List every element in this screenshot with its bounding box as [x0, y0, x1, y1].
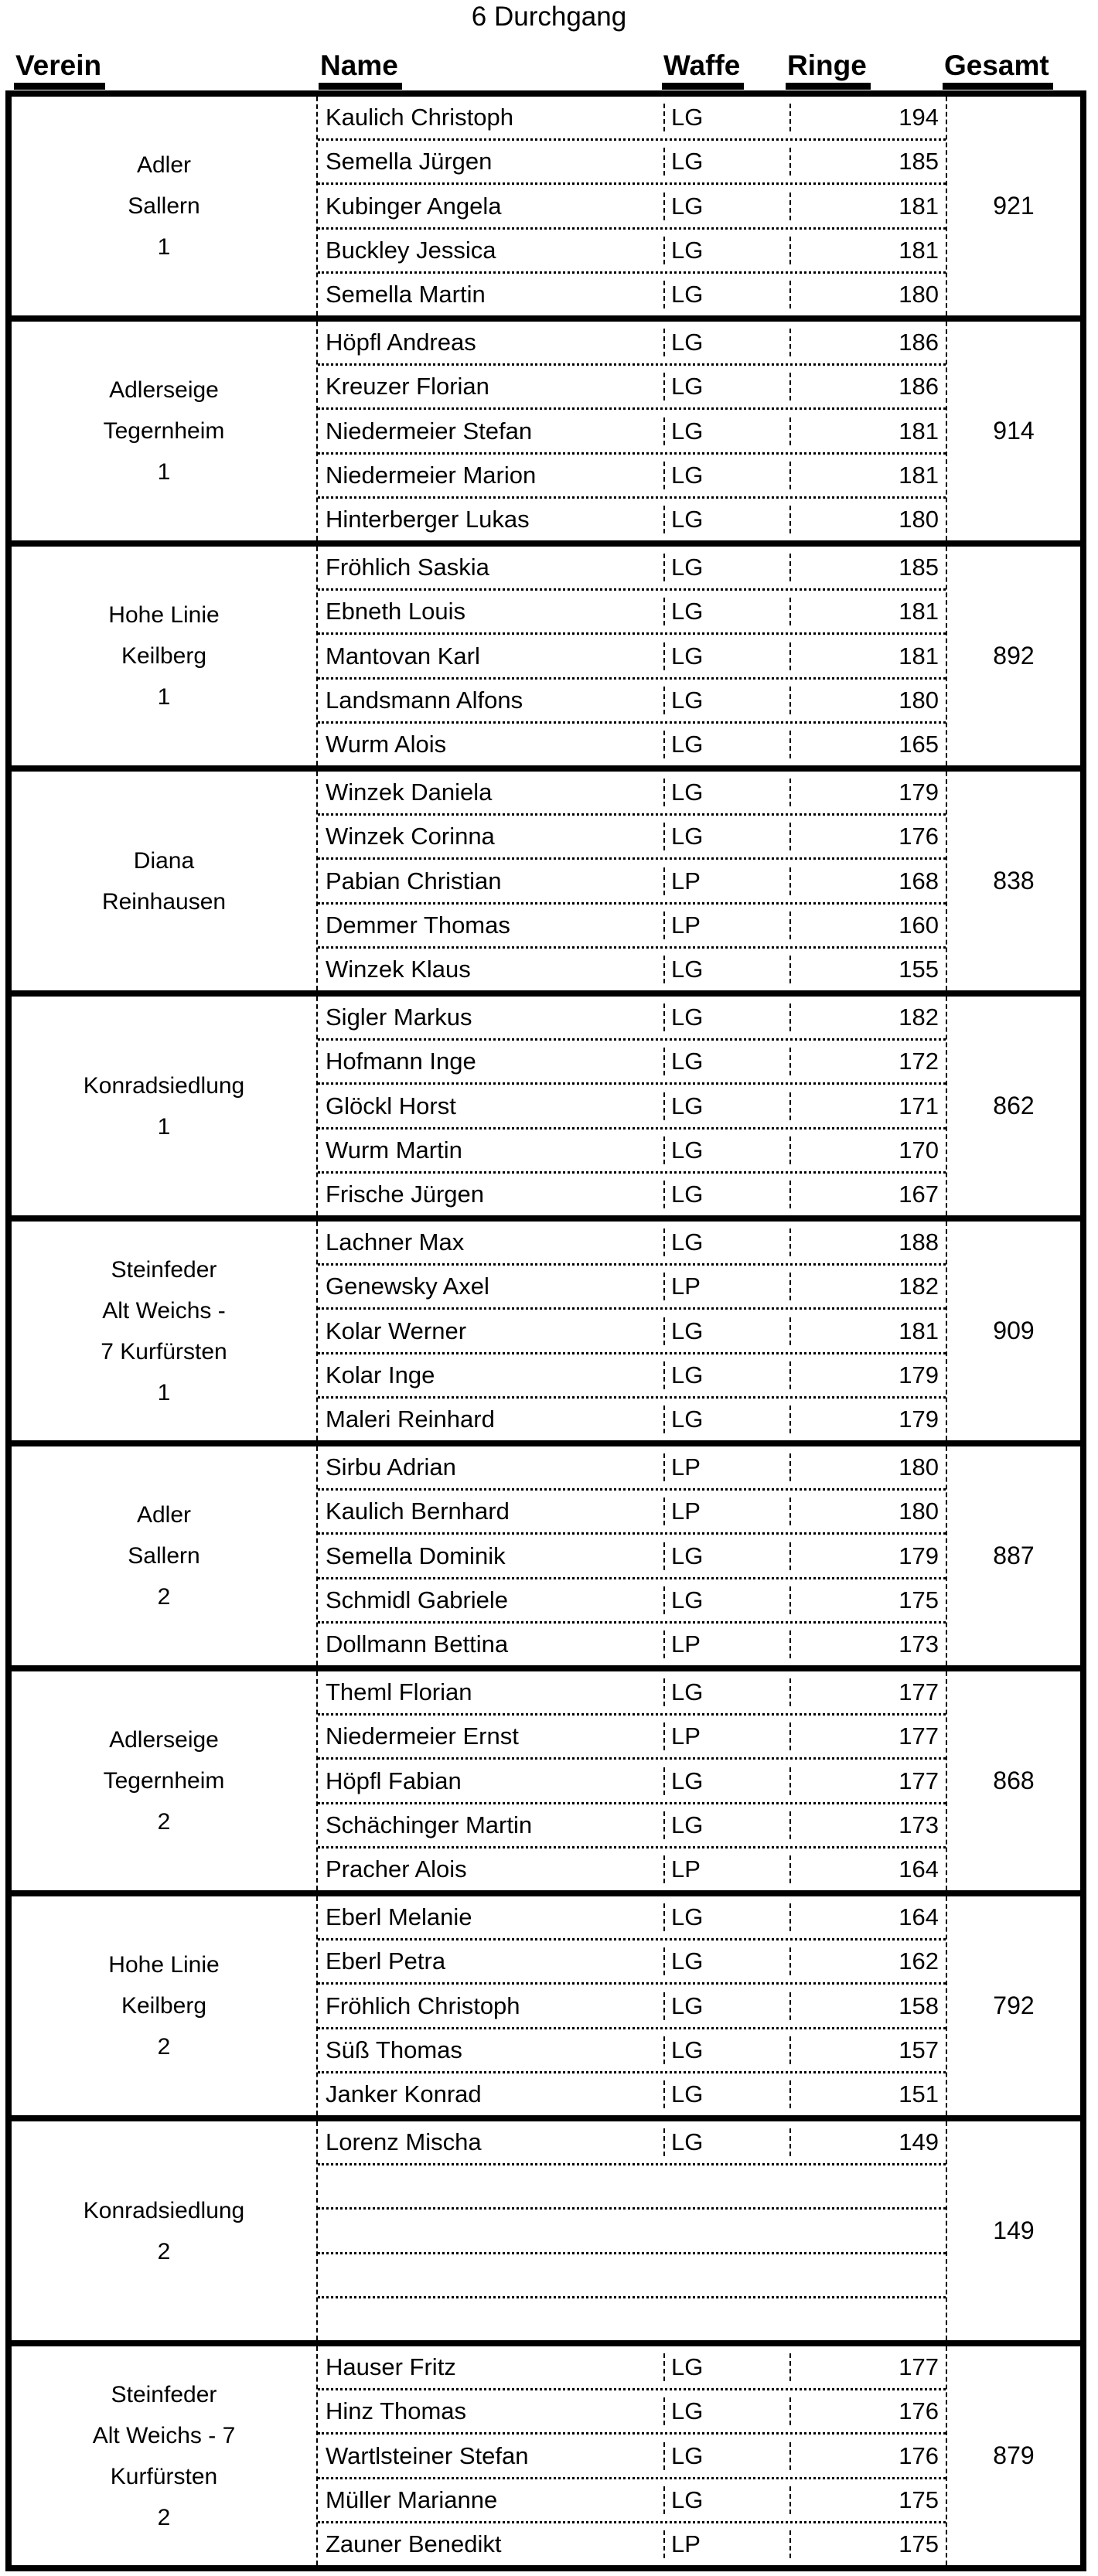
rings-score: 162 — [789, 1947, 946, 1975]
weapon-type: LG — [663, 1228, 789, 1256]
rings-score: 188 — [789, 1228, 946, 1256]
club-group — [12, 2346, 1080, 2565]
total-score: 879 — [946, 2346, 1080, 2565]
shooter-rows — [316, 1896, 946, 2115]
shooter-name: Hauser Fritz — [326, 2353, 456, 2381]
shooter-rows — [316, 997, 946, 1215]
shooter-name: Sirbu Adrian — [326, 1453, 456, 1481]
weapon-type: LG — [663, 2486, 789, 2514]
weapon-type: LP — [663, 1855, 789, 1883]
rings-score: 179 — [789, 1542, 946, 1570]
weapon-type: LG — [663, 462, 789, 489]
rings-score: 182 — [789, 1273, 946, 1300]
club-group — [12, 322, 1080, 547]
shooter-name: Winzek Corinna — [326, 823, 495, 850]
club-name-line: Keilberg — [121, 643, 207, 669]
weapon-type: LG — [663, 1586, 789, 1614]
shooter-row — [318, 816, 946, 860]
weapon-type: LG — [663, 823, 789, 850]
rings-score: 173 — [789, 1811, 946, 1839]
shooter-row — [318, 1624, 946, 1665]
shooter-name: Janker Konrad — [326, 2080, 482, 2107]
club-name-line: Adler — [136, 1502, 192, 1528]
weapon-type: LG — [663, 1048, 789, 1075]
weapon-type: LP — [663, 1273, 789, 1300]
rings-score: 175 — [789, 2530, 946, 2558]
column-header-gesamt: Gesamt — [943, 49, 1053, 90]
column-header-ringe: Ringe — [786, 49, 871, 90]
shooter-name: Zauner Benedikt — [326, 2530, 502, 2557]
weapon-type: LG — [663, 104, 789, 131]
weapon-type: LG — [663, 2353, 789, 2381]
shooter-row — [318, 1716, 946, 1760]
shooter-row — [318, 2298, 946, 2340]
shooter-name: Lachner Max — [326, 1228, 465, 1256]
weapon-type: LG — [663, 2080, 789, 2108]
club-group — [12, 1222, 1080, 1446]
shooter-row — [318, 2523, 946, 2565]
shooter-row — [318, 366, 946, 410]
shooter-row — [318, 274, 946, 315]
weapon-type: LG — [663, 1767, 789, 1795]
rings-score: 194 — [789, 104, 946, 131]
shooter-name: Niedermeier Marion — [326, 461, 537, 489]
weapon-type: LP — [663, 1630, 789, 1658]
shooter-row — [318, 1354, 946, 1399]
shooter-rows — [316, 1222, 946, 1440]
shooter-name: Ebneth Louis — [326, 598, 465, 625]
shooter-name: Mantovan Karl — [326, 642, 480, 670]
shooter-row — [318, 724, 946, 765]
club-name-line: 2 — [157, 2238, 171, 2264]
club-group — [12, 1671, 1080, 1896]
shooter-row — [318, 1491, 946, 1535]
weapon-type: LP — [663, 1453, 789, 1481]
round-title: 6 Durchgang — [471, 2, 627, 32]
club-name-line: Keilberg — [121, 1993, 207, 2019]
club-name-line: 1 — [157, 1379, 171, 1406]
shooter-row — [318, 322, 946, 366]
shooter-row — [318, 905, 946, 949]
club-cell — [12, 1446, 316, 1665]
total-score: 868 — [946, 1671, 1080, 1890]
club-name-line: 1 — [157, 459, 171, 485]
shooter-row — [318, 410, 946, 454]
shooter-name: Sigler Markus — [326, 1003, 472, 1031]
rings-score: 179 — [789, 779, 946, 806]
weapon-type: LG — [663, 1903, 789, 1931]
shooter-name: Glöckl Horst — [326, 1092, 456, 1119]
shooter-rows — [316, 1671, 946, 1890]
club-cell — [12, 1896, 316, 2115]
shooter-row — [318, 1535, 946, 1579]
club-name-line: Konradsiedlung — [83, 2197, 245, 2223]
shooter-name: Wurm Alois — [326, 730, 447, 758]
shooter-row — [318, 1310, 946, 1354]
weapon-type: LG — [663, 373, 789, 400]
weapon-type: LP — [663, 867, 789, 895]
column-header-waffe: Waffe — [662, 49, 744, 90]
club-cell — [12, 1671, 316, 1890]
total-score: 887 — [946, 1446, 1080, 1665]
rings-score: 175 — [789, 2486, 946, 2514]
club-name-line: 2 — [157, 2504, 171, 2530]
shooter-row — [318, 1941, 946, 1985]
club-name-line: 2 — [157, 1809, 171, 1835]
club-name-line: Adlerseige — [109, 1727, 219, 1753]
club-group — [12, 772, 1080, 997]
shooter-name: Frische Jürgen — [326, 1180, 485, 1208]
shooter-name: Süß Thomas — [326, 2036, 462, 2063]
club-cell — [12, 322, 316, 540]
club-name-line: Alt Weichs - 7 — [92, 2422, 236, 2448]
rings-score: 151 — [789, 2080, 946, 2108]
total-score: 149 — [946, 2121, 1080, 2340]
shooter-row — [318, 1760, 946, 1804]
club-group — [12, 2121, 1080, 2346]
club-cell — [12, 997, 316, 1215]
club-cell — [12, 1222, 316, 1440]
shooter-name: Höpfl Andreas — [326, 329, 476, 356]
shooter-name: Semella Martin — [326, 280, 486, 308]
rings-score: 180 — [789, 687, 946, 714]
weapon-type: LG — [663, 731, 789, 758]
rings-score: 180 — [789, 1453, 946, 1481]
club-name-line: Hohe Linie — [108, 602, 220, 628]
shooter-row — [318, 635, 946, 679]
rings-score: 176 — [789, 2442, 946, 2470]
shooter-row — [318, 547, 946, 591]
shooter-name: Hinz Thomas — [326, 2397, 467, 2425]
shooter-name: Hofmann Inge — [326, 1048, 476, 1075]
weapon-type: LG — [663, 193, 789, 220]
shooter-name: Wartlsteiner Stefan — [326, 2441, 529, 2469]
shooter-name: Niedermeier Ernst — [326, 1722, 519, 1750]
club-cell — [12, 772, 316, 990]
shooter-row — [318, 1222, 946, 1266]
shooter-name: Hinterberger Lukas — [326, 505, 530, 533]
shooter-row — [318, 1266, 946, 1310]
rings-score: 180 — [789, 506, 946, 533]
rings-score: 176 — [789, 2397, 946, 2425]
shooter-row — [318, 2479, 946, 2523]
rings-score: 165 — [789, 731, 946, 758]
shooter-name: Winzek Daniela — [326, 779, 493, 806]
weapon-type: LG — [663, 779, 789, 806]
rings-score: 185 — [789, 148, 946, 175]
weapon-type: LG — [663, 1992, 789, 2020]
column-header-verein: Verein — [14, 49, 105, 90]
shooter-row — [318, 949, 946, 990]
rings-score: 149 — [789, 2128, 946, 2156]
total-score: 838 — [946, 772, 1080, 990]
club-name-line: Konradsiedlung — [83, 1072, 245, 1099]
rings-score: 180 — [789, 281, 946, 308]
weapon-type: LG — [663, 642, 789, 670]
shooter-row — [318, 1579, 946, 1624]
club-name-line: 1 — [157, 234, 171, 260]
rings-score: 179 — [789, 1406, 946, 1433]
shooter-name: Schächinger Martin — [326, 1811, 533, 1838]
rings-score: 181 — [789, 237, 946, 264]
weapon-type: LG — [663, 1092, 789, 1120]
shooter-name: Müller Marianne — [326, 2486, 498, 2513]
shooter-name: Semella Jürgen — [326, 148, 493, 175]
shooter-name: Kaulich Bernhard — [326, 1498, 510, 1525]
club-name-line: Adlerseige — [109, 377, 219, 403]
weapon-type: LG — [663, 281, 789, 308]
shooter-row — [318, 2073, 946, 2115]
total-score: 892 — [946, 547, 1080, 765]
club-name-line: 7 Kurfürsten — [101, 1338, 227, 1365]
rings-score: 177 — [789, 1722, 946, 1750]
rings-score: 181 — [789, 642, 946, 670]
weapon-type: LG — [663, 148, 789, 175]
shooter-row — [318, 1896, 946, 1941]
column-headers — [0, 40, 1098, 90]
club-group — [12, 97, 1080, 322]
weapon-type: LG — [663, 1542, 789, 1570]
shooter-row — [318, 141, 946, 185]
shooter-name: Eberl Melanie — [326, 1903, 472, 1931]
club-name-line: Steinfeder — [111, 1256, 217, 1283]
shooter-name: Fröhlich Christoph — [326, 1992, 520, 2019]
rings-score: 168 — [789, 867, 946, 895]
rings-score: 158 — [789, 1992, 946, 2020]
weapon-type: LG — [663, 1947, 789, 1975]
shooter-row — [318, 185, 946, 229]
shooter-row — [318, 1174, 946, 1215]
shooter-row — [318, 591, 946, 635]
weapon-type: LG — [663, 2036, 789, 2064]
weapon-type: LG — [663, 2442, 789, 2470]
total-score: 921 — [946, 97, 1080, 315]
weapon-type: LG — [663, 1678, 789, 1706]
shooter-name: Kolar Werner — [326, 1317, 467, 1344]
club-name-line: Steinfeder — [111, 2381, 217, 2407]
total-score: 914 — [946, 322, 1080, 540]
shooter-name: Fröhlich Saskia — [326, 554, 489, 581]
shooter-row — [318, 499, 946, 540]
rings-score: 181 — [789, 417, 946, 445]
weapon-type: LP — [663, 1498, 789, 1525]
rings-score: 181 — [789, 193, 946, 220]
weapon-type: LG — [663, 2397, 789, 2425]
shooter-name: Niedermeier Stefan — [326, 417, 533, 445]
rings-score: 167 — [789, 1181, 946, 1208]
club-group — [12, 1446, 1080, 1671]
weapon-type: LG — [663, 956, 789, 983]
rings-score: 181 — [789, 1317, 946, 1345]
shooter-row — [318, 2165, 946, 2210]
column-header-name: Name — [319, 49, 402, 90]
club-name-line: Tegernheim — [103, 418, 225, 444]
shooter-row — [318, 1041, 946, 1085]
shooter-row — [318, 1085, 946, 1129]
weapon-type: LG — [663, 329, 789, 356]
shooter-rows — [316, 547, 946, 765]
weapon-type: LG — [663, 1136, 789, 1164]
shooter-name: Kubinger Angela — [326, 192, 502, 220]
club-name-line: Reinhausen — [101, 888, 227, 915]
total-score: 792 — [946, 1896, 1080, 2115]
club-group — [12, 1896, 1080, 2121]
shooter-name: Dollmann Bettina — [326, 1630, 509, 1658]
club-name-line: Kurfürsten — [110, 2463, 218, 2489]
shooter-row — [318, 772, 946, 816]
shooter-name: Eberl Petra — [326, 1947, 446, 1975]
shooter-rows — [316, 772, 946, 990]
club-name-line: Sallern — [128, 1543, 200, 1569]
shooter-row — [318, 680, 946, 724]
shooter-name: Wurm Martin — [326, 1136, 462, 1164]
shooter-row — [318, 2121, 946, 2165]
club-cell — [12, 547, 316, 765]
club-cell — [12, 2346, 316, 2565]
weapon-type: LG — [663, 687, 789, 714]
club-name-line: 2 — [157, 1584, 171, 1610]
rings-score: 179 — [789, 1361, 946, 1389]
rings-score: 170 — [789, 1136, 946, 1164]
club-name-line: 2 — [157, 2034, 171, 2060]
shooter-row — [318, 2346, 946, 2390]
shooter-row — [318, 1130, 946, 1174]
rings-score: 176 — [789, 823, 946, 850]
club-name-line: 1 — [157, 684, 171, 710]
club-cell — [12, 2121, 316, 2340]
club-group — [12, 547, 1080, 772]
weapon-type: LG — [663, 1406, 789, 1433]
weapon-type: LG — [663, 2128, 789, 2156]
weapon-type: LG — [663, 417, 789, 445]
rings-score: 164 — [789, 1855, 946, 1883]
shooter-name: Winzek Klaus — [326, 955, 471, 983]
shooter-row — [318, 1985, 946, 2029]
rings-score: 155 — [789, 956, 946, 983]
club-name-line: 1 — [157, 1113, 171, 1140]
rings-score: 175 — [789, 1586, 946, 1614]
club-name-line: Sallern — [128, 193, 200, 219]
shooter-name: Kolar Inge — [326, 1361, 435, 1389]
rings-score: 177 — [789, 2353, 946, 2381]
total-score: 909 — [946, 1222, 1080, 1440]
shooter-name: Landsmann Alfons — [326, 686, 523, 714]
shooter-rows — [316, 2121, 946, 2340]
shooter-row — [318, 860, 946, 904]
club-group — [12, 997, 1080, 1222]
shooter-rows — [316, 2346, 946, 2565]
shooter-rows — [316, 322, 946, 540]
shooter-rows — [316, 97, 946, 315]
weapon-type: LP — [663, 1722, 789, 1750]
shooter-row — [318, 2435, 946, 2479]
shooter-name: Semella Dominik — [326, 1542, 506, 1569]
weapon-type: LG — [663, 1317, 789, 1345]
weapon-type: LG — [663, 598, 789, 625]
shooter-row — [318, 2254, 946, 2298]
rings-score: 181 — [789, 462, 946, 489]
shooter-name: Schmidl Gabriele — [326, 1586, 509, 1613]
weapon-type: LG — [663, 1181, 789, 1208]
shooter-rows — [316, 1446, 946, 1665]
weapon-type: LP — [663, 2530, 789, 2558]
shooter-row — [318, 1804, 946, 1849]
rings-score: 173 — [789, 1630, 946, 1658]
weapon-type: LG — [663, 237, 789, 264]
club-name-line: Adler — [136, 152, 192, 178]
rings-score: 181 — [789, 598, 946, 625]
rings-score: 160 — [789, 911, 946, 939]
total-score: 862 — [946, 997, 1080, 1215]
shooter-row — [318, 97, 946, 141]
rings-score: 177 — [789, 1678, 946, 1706]
rings-score: 171 — [789, 1092, 946, 1120]
shooter-row — [318, 1446, 946, 1491]
shooter-name: Pracher Alois — [326, 1855, 467, 1883]
rings-score: 177 — [789, 1767, 946, 1795]
shooter-name: Buckley Jessica — [326, 236, 496, 264]
shooter-row — [318, 1399, 946, 1440]
weapon-type: LP — [663, 911, 789, 939]
weapon-type: LG — [663, 1811, 789, 1839]
weapon-type: LG — [663, 554, 789, 581]
shooter-row — [318, 1671, 946, 1716]
shooter-row — [318, 2390, 946, 2435]
rings-score: 172 — [789, 1048, 946, 1075]
shooter-name: Maleri Reinhard — [326, 1405, 495, 1433]
rings-score: 186 — [789, 329, 946, 356]
club-name-line: Tegernheim — [103, 1768, 225, 1794]
shooter-name: Pabian Christian — [326, 867, 502, 894]
club-name-line: Alt Weichs - — [102, 1297, 226, 1324]
club-name-line: Hohe Linie — [108, 1952, 220, 1978]
shooter-row — [318, 997, 946, 1041]
rings-score: 164 — [789, 1903, 946, 1931]
shooter-name: Demmer Thomas — [326, 911, 510, 939]
shooter-row — [318, 2210, 946, 2254]
club-cell — [12, 97, 316, 315]
rings-score: 182 — [789, 1003, 946, 1031]
shooter-row — [318, 1849, 946, 1890]
shooter-row — [318, 455, 946, 499]
shooter-name: Lorenz Mischa — [326, 2128, 482, 2156]
rings-score: 157 — [789, 2036, 946, 2064]
shooter-name: Kaulich Christoph — [326, 104, 513, 131]
rings-score: 180 — [789, 1498, 946, 1525]
shooter-name: Genewsky Axel — [326, 1273, 489, 1300]
shooter-name: Höpfl Fabian — [326, 1767, 462, 1794]
shooter-row — [318, 230, 946, 274]
weapon-type: LG — [663, 1003, 789, 1031]
shooter-name: Kreuzer Florian — [326, 373, 489, 400]
weapon-type: LG — [663, 1361, 789, 1389]
club-name-line: Diana — [133, 847, 195, 874]
rings-score: 185 — [789, 554, 946, 581]
weapon-type: LG — [663, 506, 789, 533]
shooter-name: Theml Florian — [326, 1678, 472, 1706]
shooter-row — [318, 2029, 946, 2073]
rings-score: 186 — [789, 373, 946, 400]
results-table — [5, 90, 1086, 2571]
